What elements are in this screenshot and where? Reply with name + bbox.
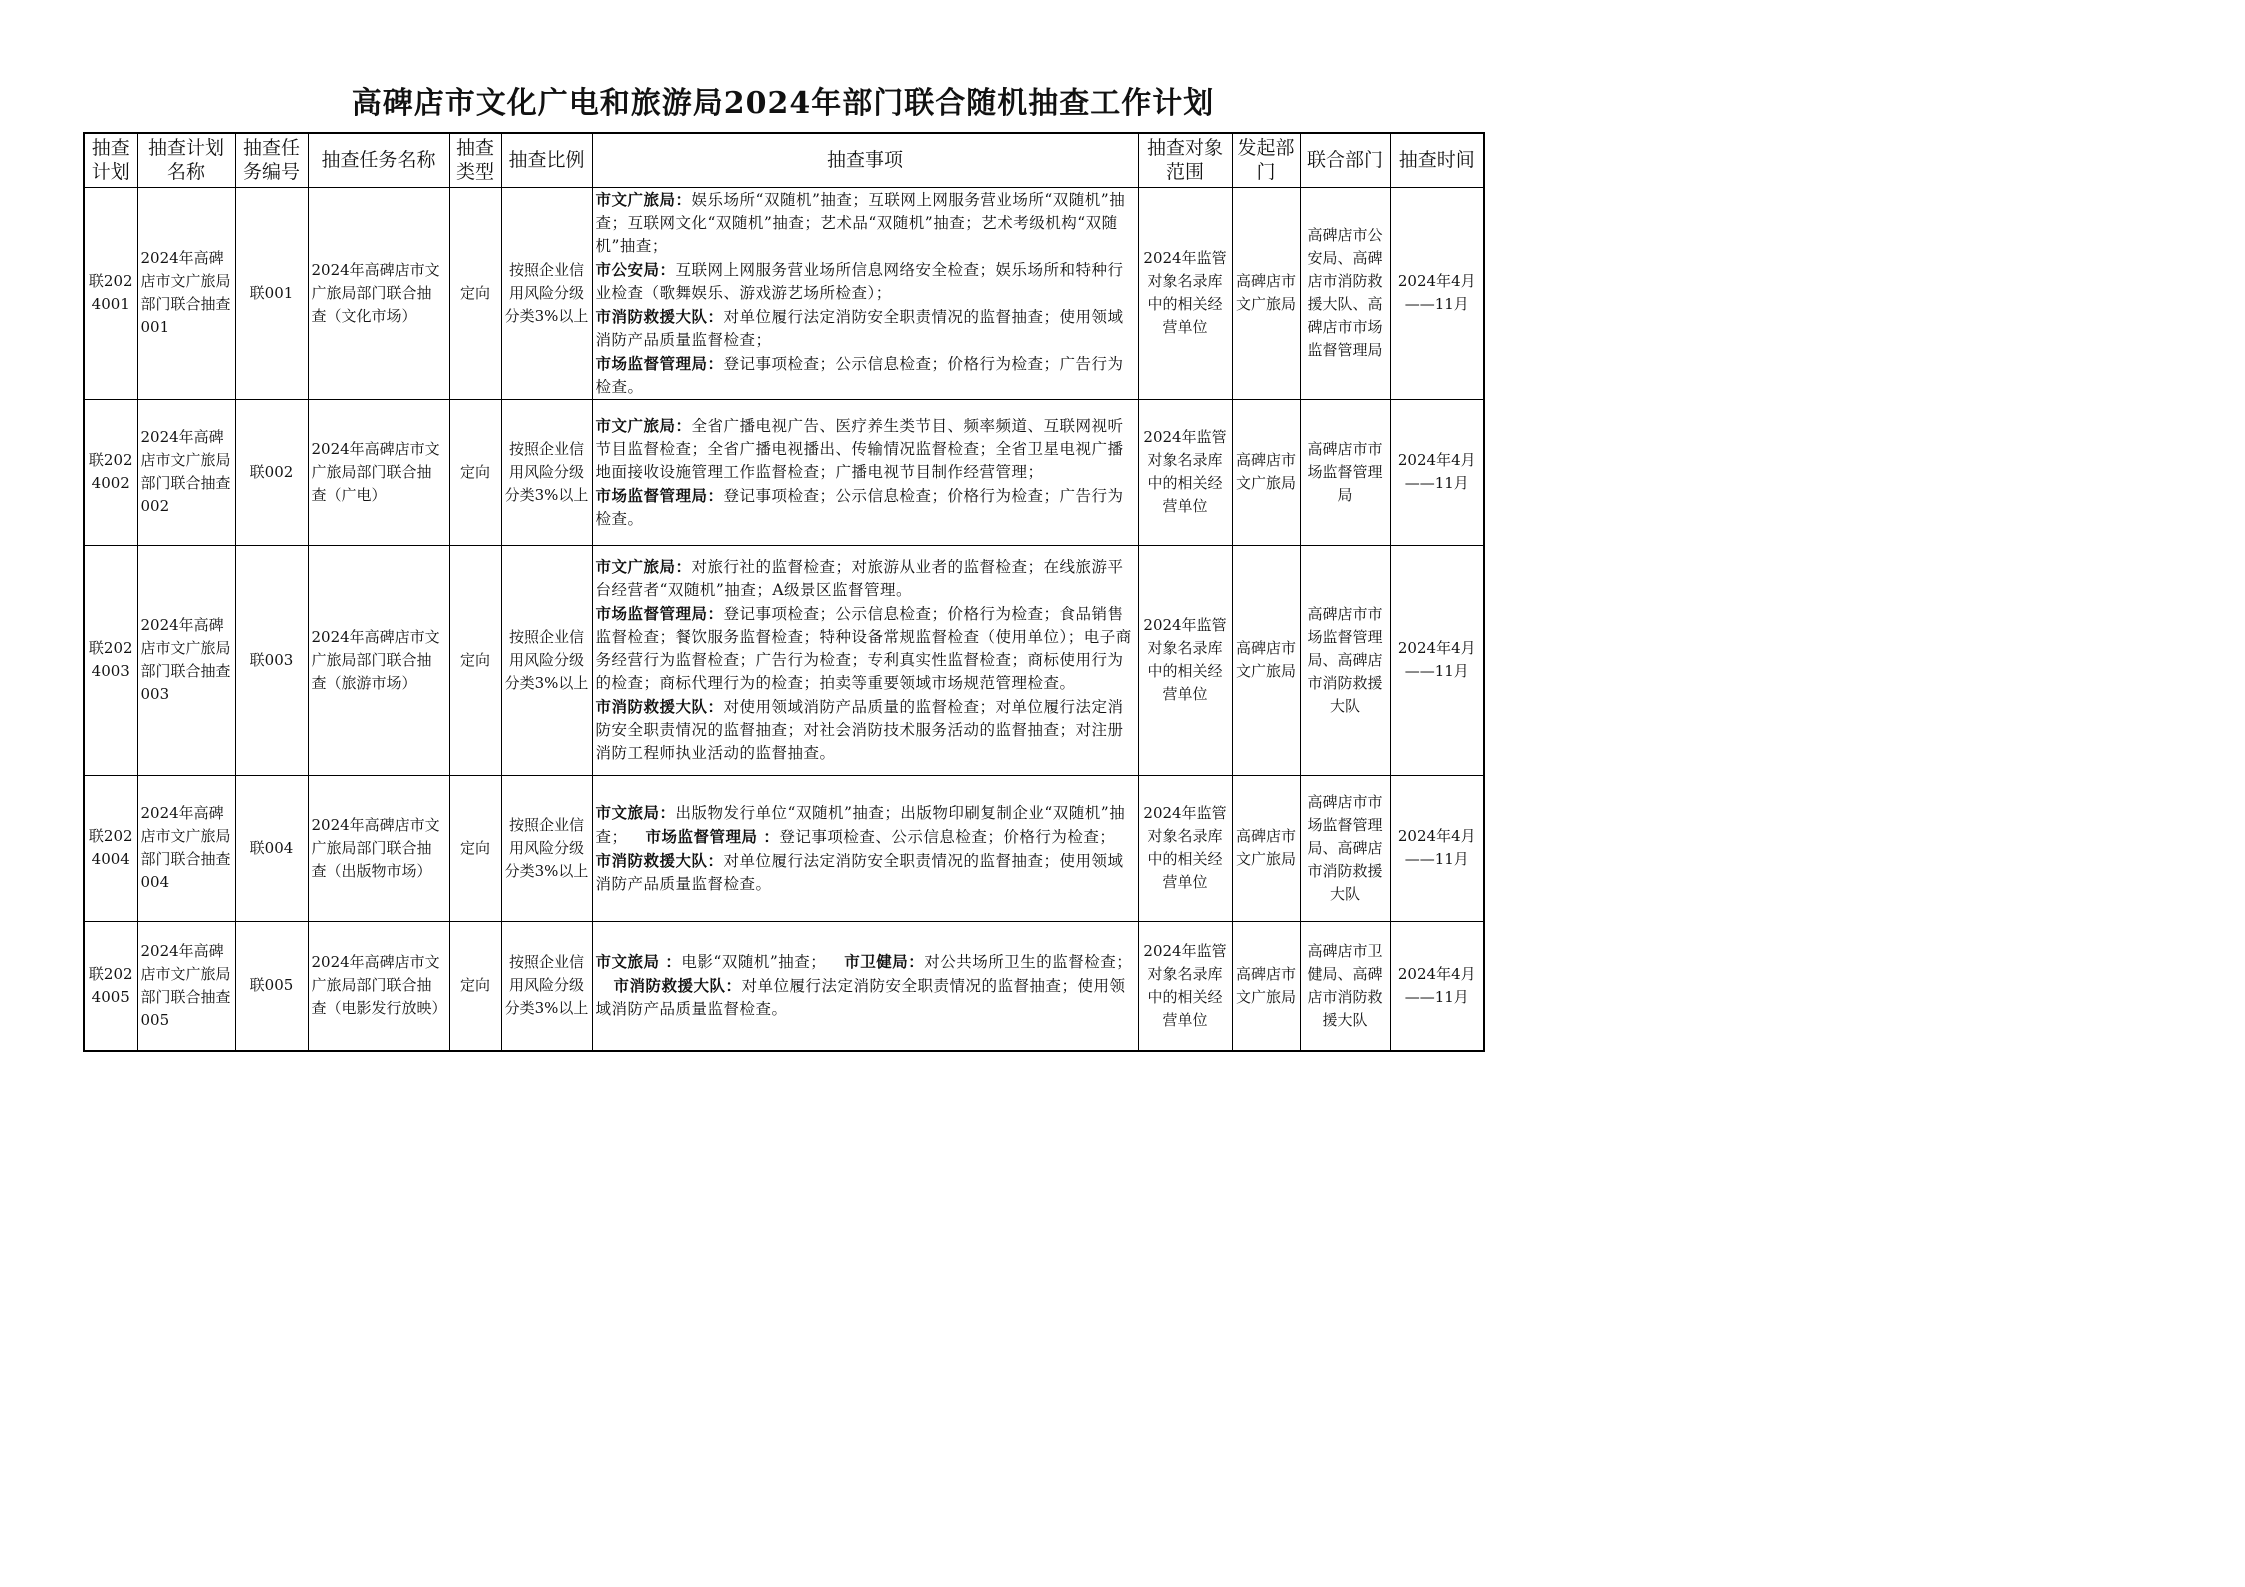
header-initiator: 发起部门: [1232, 133, 1300, 187]
item-text: 对旅行社的监督检查；对旅游从业者的监督检查；在线旅游平台经营者“双随机”抽查；A级景区监督管理。: [595, 558, 1124, 599]
initiating-department: 高碑店市文广旅局: [1232, 399, 1300, 545]
inspection-scope: 2024年监管对象名录库中的相关经营单位: [1138, 545, 1232, 775]
header-scope: 抽查对象范围: [1138, 133, 1232, 187]
inspection-scope: 2024年监管对象名录库中的相关经营单位: [1138, 187, 1232, 399]
inspection-ratio: 按照企业信用风险分级分类3%以上: [501, 921, 592, 1051]
initiating-department: 高碑店市文广旅局: [1232, 775, 1300, 921]
inspection-scope: 2024年监管对象名录库中的相关经营单位: [1138, 399, 1232, 545]
table-row: [84, 921, 1484, 1051]
task-number: 联001: [235, 187, 308, 399]
inspection-ratio: 按照企业信用风险分级分类3%以上: [501, 187, 592, 399]
inspection-time: 2024年4月——11月: [1390, 921, 1484, 1051]
item-text: 电影“双随机”抽查；: [681, 953, 827, 972]
inspection-items: [592, 545, 1138, 775]
table-row: [84, 187, 1484, 399]
plan-code: 联2024003: [84, 545, 137, 775]
joint-departments: 高碑店市市场监督管理局: [1300, 399, 1390, 545]
task-name: 2024年高碑店市文广旅局部门联合抽查（文化市场）: [308, 187, 449, 399]
plan-name: 2024年高碑店市文广旅局部门联合抽查001: [137, 187, 235, 399]
header-task-number: 抽查任务编号: [235, 133, 308, 187]
joint-departments: 高碑店市卫健局、高碑店市消防救援大队: [1300, 921, 1390, 1051]
plan-name: 2024年高碑店市文广旅局部门联合抽查002: [137, 399, 235, 545]
inspection-type: 定向: [449, 187, 501, 399]
header-type: 抽查类型: [449, 133, 501, 187]
department-label: 市文旅局 ：: [595, 952, 682, 972]
inspection-type: 定向: [449, 399, 501, 545]
inspection-ratio: 按照企业信用风险分级分类3%以上: [501, 775, 592, 921]
item-text: 登记事项检查；公示信息检查；价格行为检查；食品销售监督检查；餐饮服务监督检查；特种设备常规监督检查（使用单位）；电子商务经营行为监督检查；广告行为检查；专利真实性监督检查；商标使用行为的检查；商标代理行为的检查；拍卖等重要领域市场规范管理检查。: [595, 605, 1132, 692]
item-text: 对单位履行法定消防安全职责情况的监督抽查；使用领域消防产品质量监督检查；: [595, 307, 1124, 349]
item-text: 对公共场所卫生的监督检查；: [924, 953, 1133, 972]
inspection-items: [592, 775, 1138, 921]
table-row: [84, 399, 1484, 545]
task-name: 2024年高碑店市文广旅局部门联合抽查（出版物市场）: [308, 775, 449, 921]
department-label: 市文广旅局：: [595, 415, 692, 435]
plan-code: 联2024005: [84, 921, 137, 1051]
item-text: 互联网上网服务营业场所信息网络安全检查；娱乐场所和特种行业检查（歌舞娱乐、游戏游艺场所检查）；: [595, 260, 1124, 302]
item-text: 娱乐场所“双随机”抽查；互联网上网服务营业场所“双随机”抽查；互联网文化“双随机”抽查；艺术品“双随机”抽查；艺术考级机构“双随机”抽查；: [595, 190, 1126, 255]
inspection-time: 2024年4月——11月: [1390, 545, 1484, 775]
task-name: 2024年高碑店市文广旅局部门联合抽查（旅游市场）: [308, 545, 449, 775]
header-task-name: 抽查任务名称: [308, 133, 449, 187]
department-label: 市公安局：: [595, 259, 676, 279]
header-plan-name: 抽查计划名称: [137, 133, 235, 187]
department-label: 市文旅局：: [595, 802, 676, 822]
department-label: 市卫健局：: [844, 952, 925, 972]
header-items: 抽查事项: [592, 133, 1138, 187]
plan-code: 联2024002: [84, 399, 137, 545]
task-number: 联003: [235, 545, 308, 775]
inspection-time: 2024年4月——11月: [1390, 399, 1484, 545]
department-label: 市消防救援大队：: [595, 306, 724, 326]
item-text: 登记事项检查；公示信息检查；价格行为检查；广告行为检查。: [595, 486, 1124, 528]
initiating-department: 高碑店市文广旅局: [1232, 187, 1300, 399]
task-number: 联005: [235, 921, 308, 1051]
inspection-ratio: 按照企业信用风险分级分类3%以上: [501, 399, 592, 545]
item-text: 对使用领域消防产品质量的监督检查；对单位履行法定消防安全职责情况的监督抽查；对社会消防技术服务活动的监督抽查；对注册消防工程师执业活动的监督抽查。: [595, 698, 1124, 762]
plan-name: 2024年高碑店市文广旅局部门联合抽查003: [137, 545, 235, 775]
inspection-items: [592, 921, 1138, 1051]
item-text: 对单位履行法定消防安全职责情况的监督抽查；使用领域消防产品质量监督检查。: [595, 851, 1124, 893]
task-name: 2024年高碑店市文广旅局部门联合抽查（广电）: [308, 399, 449, 545]
department-label: 市文广旅局：: [595, 189, 692, 209]
joint-departments: 高碑店市市场监督管理局、高碑店市消防救援大队: [1300, 775, 1390, 921]
item-text: 登记事项检查、公示信息检查；价格行为检查；: [779, 827, 1116, 846]
department-label: 市消防救援大队：: [613, 976, 742, 996]
header-joint-departments: 联合部门: [1300, 133, 1390, 187]
inspection-time: 2024年4月——11月: [1390, 187, 1484, 399]
department-label: 市消防救援大队：: [595, 697, 724, 716]
table-row: [84, 545, 1484, 775]
department-label: 市消防救援大队：: [595, 850, 724, 870]
initiating-department: 高碑店市文广旅局: [1232, 545, 1300, 775]
item-text: 出版物发行单位“双随机”抽查；出版物印刷复制企业“双随机”抽查；: [595, 803, 1126, 846]
department-label: 市场监督管理局：: [595, 485, 724, 505]
department-label: 市场监督管理局 ：: [645, 826, 780, 846]
inspection-type: 定向: [449, 775, 501, 921]
inspection-items: [592, 399, 1138, 545]
table-row: [84, 775, 1484, 921]
inspection-type: 定向: [449, 921, 501, 1051]
department-label: 市文广旅局：: [595, 557, 692, 576]
inspection-scope: 2024年监管对象名录库中的相关经营单位: [1138, 775, 1232, 921]
inspection-items: [592, 187, 1138, 399]
inspection-time: 2024年4月——11月: [1390, 775, 1484, 921]
header-row: [84, 133, 1484, 187]
header-plan: 抽查计划: [84, 133, 137, 187]
department-label: 市场监督管理局：: [595, 604, 724, 623]
initiating-department: 高碑店市文广旅局: [1232, 921, 1300, 1051]
plan-code: 联2024004: [84, 775, 137, 921]
department-label: 市场监督管理局：: [595, 353, 724, 373]
joint-departments: 高碑店市公安局、高碑店市消防救援大队、高碑店市市场监督管理局: [1300, 187, 1390, 399]
header-time: 抽查时间: [1390, 133, 1484, 187]
header-ratio: 抽查比例: [501, 133, 592, 187]
inspection-plan-table: [83, 132, 1485, 1052]
plan-code: 联2024001: [84, 187, 137, 399]
joint-departments: 高碑店市市场监督管理局、高碑店市消防救援大队: [1300, 545, 1390, 775]
plan-name: 2024年高碑店市文广旅局部门联合抽查004: [137, 775, 235, 921]
page-title: 高碑店市文化广电和旅游局2024年部门联合随机抽查工作计划: [351, 86, 1215, 121]
plan-name: 2024年高碑店市文广旅局部门联合抽查005: [137, 921, 235, 1051]
inspection-scope: 2024年监管对象名录库中的相关经营单位: [1138, 921, 1232, 1051]
task-number: 联002: [235, 399, 308, 545]
task-name: 2024年高碑店市文广旅局部门联合抽查（电影发行放映）: [308, 921, 449, 1051]
task-number: 联004: [235, 775, 308, 921]
inspection-ratio: 按照企业信用风险分级分类3%以上: [501, 545, 592, 775]
item-text: 登记事项检查；公示信息检查；价格行为检查；广告行为检查。: [595, 354, 1124, 396]
inspection-type: 定向: [449, 545, 501, 775]
item-text: 对单位履行法定消防安全职责情况的监督抽查；使用领域消防产品质量监督检查。: [595, 977, 1126, 1019]
item-text: 全省广播电视广告、医疗养生类节目、频率频道、互联网视听节目监督检查；全省广播电视播出、传输情况监督检查；全省卫星电视广播地面接收设施管理工作监督检查；广播电视节目制作经营管理；: [595, 416, 1124, 481]
